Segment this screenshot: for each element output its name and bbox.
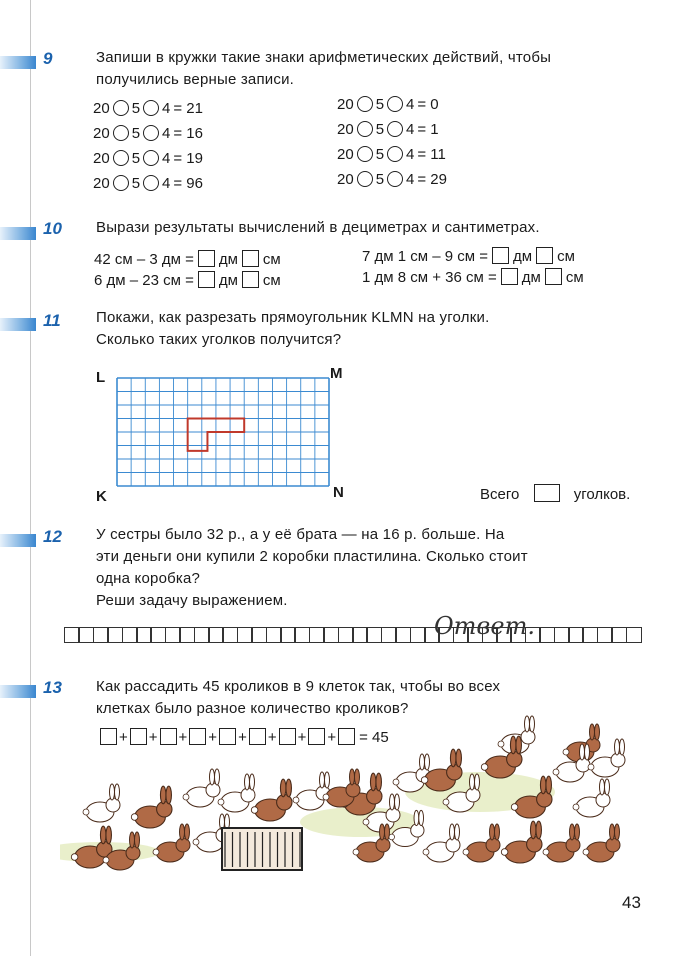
task13-number: 13 <box>43 678 62 697</box>
task9-equation <box>93 150 203 167</box>
equation-result: = 19 <box>173 150 203 167</box>
rabbit-figure <box>293 772 330 810</box>
task10-eq1 <box>94 250 281 268</box>
operator-circle[interactable] <box>357 96 373 112</box>
operand-a: 20 <box>93 175 110 192</box>
answer-box[interactable] <box>492 247 509 264</box>
rabbit-figure <box>501 821 542 863</box>
plus-sign: + <box>327 729 337 746</box>
task13-marker <box>0 685 36 698</box>
operator-circle[interactable] <box>113 125 129 141</box>
task11-line1: Покажи, как разрезать прямоугольник KLMN на уголки. <box>96 309 490 326</box>
cage-with-rabbits <box>222 828 302 870</box>
operator-circle[interactable] <box>113 175 129 191</box>
equation-result: = 21 <box>173 100 203 117</box>
operator-circle[interactable] <box>113 100 129 116</box>
operator-circle[interactable] <box>143 150 159 166</box>
operator-circle[interactable] <box>387 121 403 137</box>
rabbit-figure <box>583 824 620 862</box>
operand-a: 20 <box>337 121 354 138</box>
operand-a: 20 <box>93 125 110 142</box>
equation-result: = 29 <box>417 171 447 188</box>
equation-result: = 11 <box>417 146 446 163</box>
task9-number: 9 <box>43 49 53 68</box>
plus-sign: + <box>178 729 188 746</box>
label-m: M <box>330 365 343 382</box>
unit-cm: см <box>565 269 584 286</box>
operand-c: 4 <box>162 150 171 167</box>
plus-sign: + <box>238 729 247 746</box>
operand-a: 20 <box>93 150 110 167</box>
operand-b: 5 <box>131 125 141 142</box>
operator-circle[interactable] <box>387 146 403 162</box>
task11-answer <box>480 484 630 503</box>
plus-sign: + <box>208 729 218 746</box>
answer-cell[interactable] <box>626 627 642 643</box>
operand-b: 5 <box>375 96 385 113</box>
rabbits-illustration <box>60 712 650 882</box>
operator-circle[interactable] <box>143 125 159 141</box>
task9-equation <box>93 175 203 192</box>
answer-box[interactable] <box>545 268 562 285</box>
unit-dm: дм <box>218 251 238 268</box>
operand-b: 5 <box>131 150 141 167</box>
answer-box[interactable] <box>534 484 560 502</box>
unit-dm: дм <box>521 269 541 286</box>
rectangle-klmn-grid[interactable] <box>116 377 330 487</box>
task12-number: 12 <box>43 527 62 546</box>
operand-c: 4 <box>406 171 415 188</box>
operator-circle[interactable] <box>357 171 373 187</box>
task9-equation <box>337 171 447 188</box>
answer-box[interactable] <box>536 247 553 264</box>
rabbit-figure <box>251 779 292 821</box>
task9-line2: получились верные записи. <box>96 71 295 88</box>
sum-result: = 45 <box>359 729 389 746</box>
task10-eq4 <box>362 268 584 286</box>
operator-circle[interactable] <box>357 146 373 162</box>
answer-box[interactable] <box>242 271 259 288</box>
task10-eq2-expr: 6 дм – 23 см = <box>94 272 194 289</box>
rabbit-figure <box>463 824 500 862</box>
operand-b: 5 <box>375 146 385 163</box>
operand-b: 5 <box>131 100 141 117</box>
operator-circle[interactable] <box>113 150 129 166</box>
operand-b: 5 <box>131 175 141 192</box>
task13-line2: клетках было разное количество кроликов? <box>96 700 409 717</box>
operator-circle[interactable] <box>387 96 403 112</box>
operand-c: 4 <box>162 175 171 192</box>
answer-prefix: Всего <box>480 486 520 503</box>
task12-line1: У сестры было 32 р., а у её брата — на 16 р. больше. На <box>96 526 505 543</box>
operand-b: 5 <box>375 121 385 138</box>
answer-box[interactable] <box>501 268 518 285</box>
plus-sign: + <box>119 729 128 746</box>
task9-line1: Запиши в кружки такие знаки арифметических действий, чтобы <box>96 49 552 66</box>
task9-equation <box>337 121 439 138</box>
equation-result: = 96 <box>173 175 203 192</box>
unit-cm: см <box>262 251 281 268</box>
unit-cm: см <box>557 248 575 265</box>
equation-result: = 16 <box>173 125 203 142</box>
task9-equation <box>93 125 203 142</box>
task13-line1: Как рассадить 45 кроликов в 9 клеток так, чтобы во всех <box>96 678 501 695</box>
task9-marker <box>0 56 36 69</box>
task12-line3: одна коробка? <box>96 570 201 587</box>
plus-sign: + <box>148 729 158 746</box>
answer-suffix: уголков. <box>573 486 631 503</box>
operand-a: 20 <box>337 146 354 163</box>
rabbit-figure <box>183 769 220 807</box>
page-number: 43 <box>622 893 641 912</box>
task10-eq3-expr: 7 дм 1 см – 9 см = <box>362 248 488 265</box>
task10-eq3 <box>362 247 575 265</box>
unit-cm: см <box>262 272 281 289</box>
operator-circle[interactable] <box>357 121 373 137</box>
operand-c: 4 <box>162 100 171 117</box>
task12-marker <box>0 534 36 547</box>
operand-a: 20 <box>337 171 354 188</box>
label-l: L <box>96 369 106 386</box>
rabbit-figure <box>131 786 172 828</box>
rabbit-figure <box>153 824 190 862</box>
plus-sign: + <box>267 729 277 746</box>
rabbit-figure <box>573 779 610 817</box>
task10-text: Вырази результаты вычислений в дециметрах и сантиметрах. <box>96 219 540 236</box>
task10-eq4-expr: 1 дм 8 см + 36 см = <box>362 269 497 286</box>
operand-c: 4 <box>406 96 415 113</box>
rabbit-figure <box>423 824 460 862</box>
operator-circle[interactable] <box>143 175 159 191</box>
task10-marker <box>0 227 36 240</box>
task11-number: 11 <box>43 311 61 330</box>
page-spine <box>30 0 31 956</box>
rabbit-figure <box>83 784 120 822</box>
operator-circle[interactable] <box>143 100 159 116</box>
unit-dm: дм <box>513 248 533 265</box>
task11-line2: Сколько таких уголков получится? <box>96 331 342 348</box>
equation-result: = 1 <box>417 121 439 138</box>
task11-marker <box>0 318 36 331</box>
operand-c: 4 <box>406 121 415 138</box>
label-k: K <box>96 488 107 505</box>
operand-c: 4 <box>406 146 415 163</box>
label-n: N <box>333 484 344 501</box>
operand-b: 5 <box>375 171 385 188</box>
plus-sign: + <box>297 729 307 746</box>
rabbit-figure <box>218 774 255 812</box>
operand-a: 20 <box>93 100 110 117</box>
task10-number: 10 <box>43 219 62 238</box>
task12-line4: Реши задачу выражением. <box>96 592 288 609</box>
equation-result: = 0 <box>417 96 439 113</box>
answer-box[interactable] <box>198 250 215 267</box>
task10-eq1-expr: 42 см – 3 дм = <box>94 251 194 268</box>
task9-equation <box>337 96 439 113</box>
operator-circle[interactable] <box>387 171 403 187</box>
task12-line2: эти деньги они купили 2 коробки пластилина. Сколько стоит <box>96 548 528 565</box>
unit-dm: дм <box>218 272 238 289</box>
answer-word: Ответ. <box>434 612 535 640</box>
operand-a: 20 <box>337 96 354 113</box>
task10-eq2 <box>94 271 281 289</box>
operand-c: 4 <box>162 125 171 142</box>
task9-equation <box>337 146 446 163</box>
rabbit-figure <box>543 824 580 862</box>
answer-box[interactable] <box>242 250 259 267</box>
task9-equation <box>93 100 203 117</box>
answer-box[interactable] <box>198 271 215 288</box>
